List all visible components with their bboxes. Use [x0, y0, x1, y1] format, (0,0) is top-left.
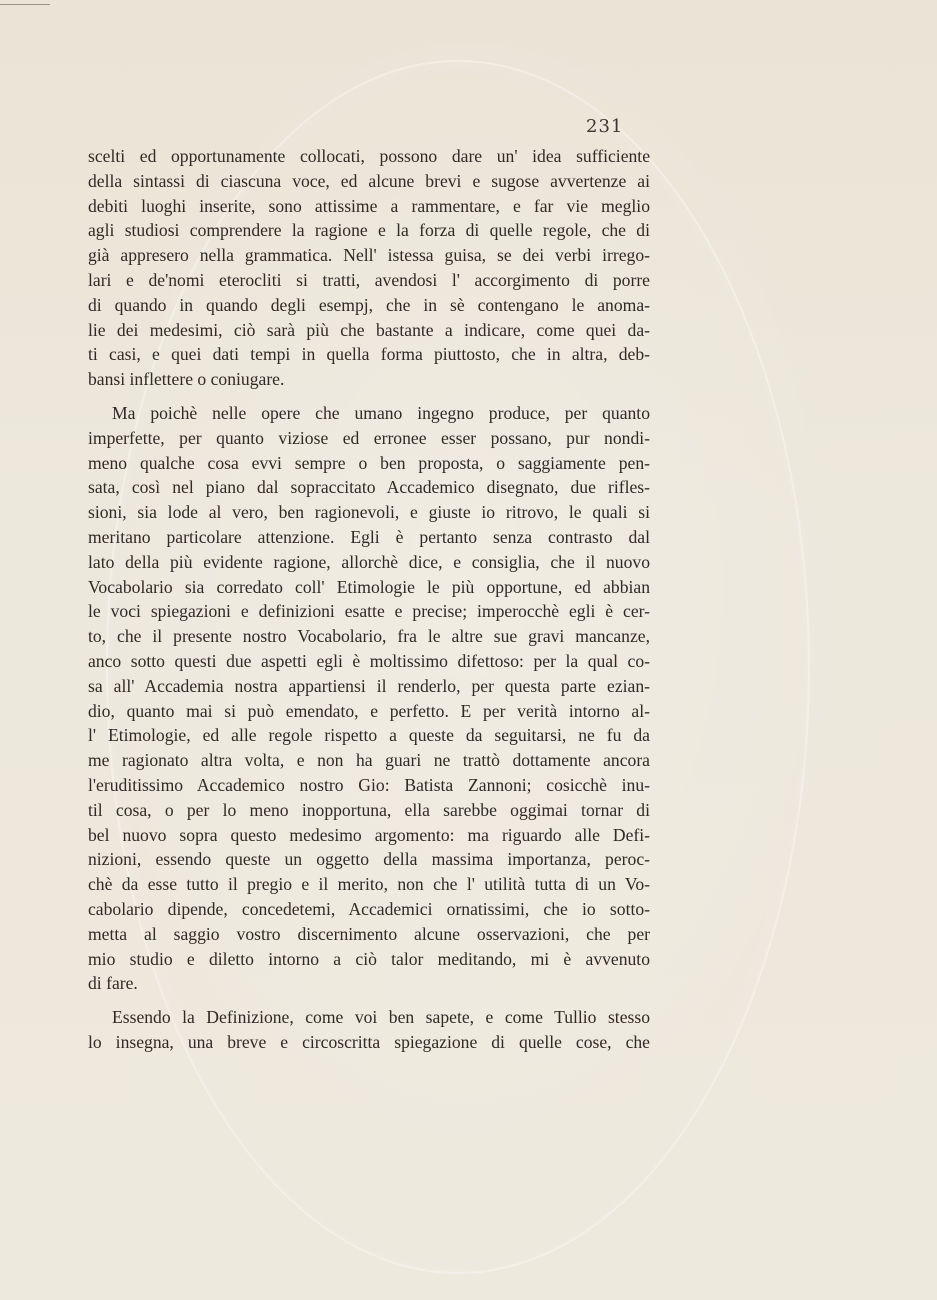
text-line: Essendo la Definizione, come voi ben sapete, e come Tullio stesso — [112, 1007, 650, 1028]
text-line: debiti luoghi inserite, sono attissime a rammentare, e far vie meglio — [88, 195, 650, 216]
text-line: Ma poichè nelle opere che umano ingegno produce, per quanto — [112, 402, 650, 423]
text-line: l'eruditissimo Accademico nostro Gio: Batista Zannoni; cosicchè inu- — [88, 774, 650, 795]
text-line: anco sotto questi due aspetti egli è moltissimo difettoso: per la qual co- — [88, 650, 650, 671]
text-line: le voci spiegazioni e definizioni esatte e precise; imperocchè egli è cer- — [88, 601, 650, 622]
text-line: imperfette, per quanto viziose ed erronee esser possano, pur nondi- — [88, 427, 650, 448]
paragraph-3 — [88, 1005, 650, 1055]
paragraph-1 — [88, 144, 650, 392]
text-line: della sintassi di ciascuna voce, ed alcune brevi e sugose avvertenze ai — [88, 170, 650, 191]
text-line: to, che il presente nostro Vocabolario, fra le altre sue gravi mancanze, — [88, 626, 650, 647]
text-line: di quando in quando degli esempj, che in sè contengano le anoma- — [88, 294, 650, 315]
text-line: til cosa, o per lo meno inopportuna, ella sarebbe oggimai tornar di — [88, 799, 650, 820]
text-line: bel nuovo sopra questo medesimo argomento: ma riguardo alle Defi- — [88, 824, 650, 845]
text-line: mio studio e diletto intorno a ciò talor meditando, mi è avvenuto — [88, 948, 650, 969]
text-line: chè da esse tutto il pregio e il merito, non che l' utilità tutta di un Vo- — [88, 874, 650, 895]
paragraph-gap — [88, 996, 650, 1005]
text-line: meritano particolare attenzione. Egli è pertanto senza contrasto dal — [88, 526, 650, 547]
text-line: meno qualche cosa evvi sempre o ben proposta, o saggiamente pen- — [88, 452, 650, 473]
text-line: sioni, sia lode al vero, ben ragionevoli, e giuste io ritrovo, le quali si — [88, 502, 650, 523]
text-line: agli studiosi comprendere la ragione e la forza di quelle regole, che di — [88, 220, 650, 241]
page-number: 231 — [586, 116, 624, 137]
text-line: già appresero nella grammatica. Nell' istessa guisa, se dei verbi irrego- — [88, 245, 650, 266]
text-line: lie dei medesimi, ciò sarà più che bastante a indicare, come quei da- — [88, 319, 650, 340]
page-edge-rule — [0, 4, 50, 5]
body-text — [88, 144, 650, 1055]
text-line: lari e de'nomi eterocliti si tratti, avendosi l' accorgimento di porre — [88, 269, 650, 290]
text-line: nizioni, essendo queste un oggetto della massima importanza, peroc- — [88, 849, 650, 870]
text-line: scelti ed opportunamente collocati, possono dare un' idea sufficiente — [88, 146, 650, 166]
text-line: cabolario dipende, concedetemi, Accademici ornatissimi, che io sotto- — [88, 898, 650, 919]
text-line: sata, così nel piano dal sopraccitato Accademico disegnato, due rifles- — [88, 477, 650, 498]
text-line: me ragionato altra volta, e non ha guari ne trattò dottamente ancora — [88, 750, 650, 771]
paragraph-gap — [88, 392, 650, 401]
text-line: lo insegna, una breve e circoscritta spiegazione di quelle cose, che — [88, 1031, 650, 1052]
text-line: bansi inflettere o coniugare. — [88, 369, 285, 390]
text-line: metta al saggio vostro discernimento alcune osservazioni, che per — [88, 923, 650, 944]
text-line: dio, quanto mai si può emendato, e perfetto. E per verità intorno al- — [88, 700, 650, 721]
text-line: Vocabolario sia corredato coll' Etimologie le più opportune, ed abbian — [88, 576, 650, 597]
text-line: l' Etimologie, ed alle regole rispetto a queste da seguitarsi, ne fu da — [88, 725, 650, 746]
text-line: sa all' Accademia nostra appartiensi il renderlo, per questa parte ezian- — [88, 675, 650, 696]
paragraph-2 — [88, 401, 650, 996]
text-line: di fare. — [88, 973, 138, 994]
text-line: lato della più evidente ragione, allorchè dice, e consiglia, che il nuovo — [88, 551, 650, 572]
text-line: ti casi, e quei dati tempi in quella forma piuttosto, che in altra, deb- — [88, 344, 650, 365]
